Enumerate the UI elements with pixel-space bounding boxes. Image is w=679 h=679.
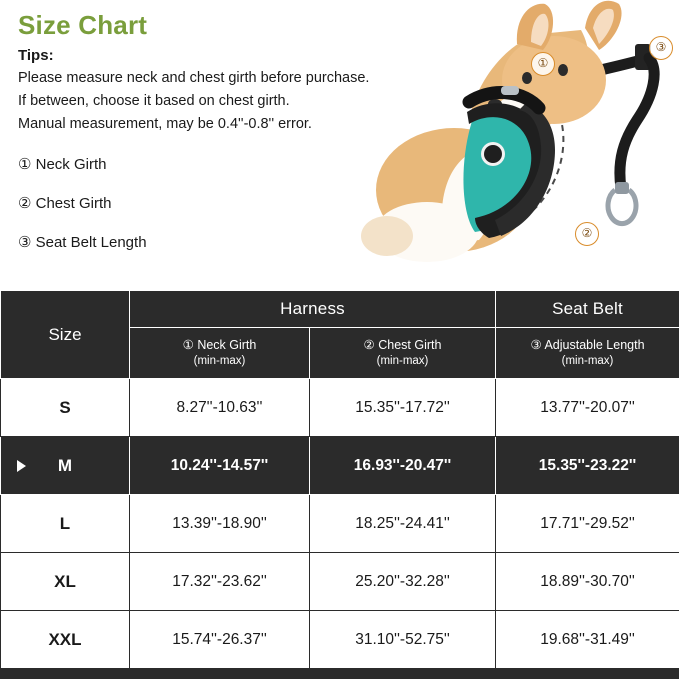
header-neck-girth <box>130 328 310 379</box>
size-table <box>0 290 679 669</box>
page-title: Size Chart <box>18 10 148 40</box>
tips-label: Tips: <box>18 47 54 64</box>
dog-harness-illustration <box>349 0 679 290</box>
callout-chest-girth: ② <box>575 222 599 246</box>
cell-size: XXL <box>1 611 130 669</box>
cell-chest: 16.93''-20.47'' <box>310 437 496 495</box>
table-header <box>1 291 679 379</box>
cell-belt: 17.71''-29.52'' <box>496 495 679 553</box>
cell-size: XL <box>1 553 130 611</box>
table-row <box>1 553 679 611</box>
cell-neck: 10.24''-14.57'' <box>130 437 310 495</box>
table-row <box>1 495 679 553</box>
cell-size: L <box>1 495 130 553</box>
header-adjustable-length-note: (min-max) <box>561 354 614 367</box>
selected-row-arrow-icon <box>17 460 26 472</box>
legend-item-seat-belt-length: ③ Seat Belt Length <box>18 234 147 251</box>
header-neck-girth-label: ① Neck Girth <box>182 338 257 353</box>
product-photo <box>349 0 679 290</box>
legend-item-chest-girth: ② Chest Girth <box>18 195 112 212</box>
header-chest-girth-note: (min-max) <box>376 354 429 367</box>
header-chest-girth-label: ② Chest Girth <box>363 338 442 353</box>
cell-neck: 13.39''-18.90'' <box>130 495 310 553</box>
header-harness: Harness <box>130 291 496 328</box>
cell-chest: 18.25''-24.41'' <box>310 495 496 553</box>
header-size: Size <box>1 291 130 379</box>
header-adjustable-length <box>496 328 679 379</box>
cell-neck: 15.74''-26.37'' <box>130 611 310 669</box>
cell-belt: 13.77''-20.07'' <box>496 379 679 437</box>
cell-size: S <box>1 379 130 437</box>
tip-line: If between, choose it based on chest girth. <box>18 93 290 109</box>
cell-size-label: M <box>57 455 73 475</box>
header-neck-girth-note: (min-max) <box>193 354 246 367</box>
header-chest-girth <box>310 328 496 379</box>
legend-item-neck-girth: ① Neck Girth <box>18 156 107 173</box>
cell-belt: 15.35''-23.22'' <box>496 437 679 495</box>
tip-line: Manual measurement, may be 0.4''-0.8'' error. <box>18 116 312 132</box>
tip-line: Please measure neck and chest girth before purchase. <box>18 70 370 86</box>
info-section <box>0 0 679 290</box>
table-row <box>1 379 679 437</box>
cell-size <box>1 437 130 495</box>
header-adjustable-length-label: ③ Adjustable Length <box>530 338 645 353</box>
cell-chest: 31.10''-52.75'' <box>310 611 496 669</box>
size-table-container <box>0 290 679 679</box>
cell-belt: 18.89''-30.70'' <box>496 553 679 611</box>
cell-belt: 19.68''-31.49'' <box>496 611 679 669</box>
callout-seat-belt: ③ <box>649 36 673 60</box>
cell-neck: 17.32''-23.62'' <box>130 553 310 611</box>
cell-neck: 8.27''-10.63'' <box>130 379 310 437</box>
cell-chest: 15.35''-17.72'' <box>310 379 496 437</box>
table-row <box>1 611 679 669</box>
cell-chest: 25.20''-32.28'' <box>310 553 496 611</box>
table-row-selected <box>1 437 679 495</box>
callout-neck-girth: ① <box>531 52 555 76</box>
table-body <box>1 379 679 669</box>
header-seat-belt: Seat Belt <box>496 291 679 328</box>
